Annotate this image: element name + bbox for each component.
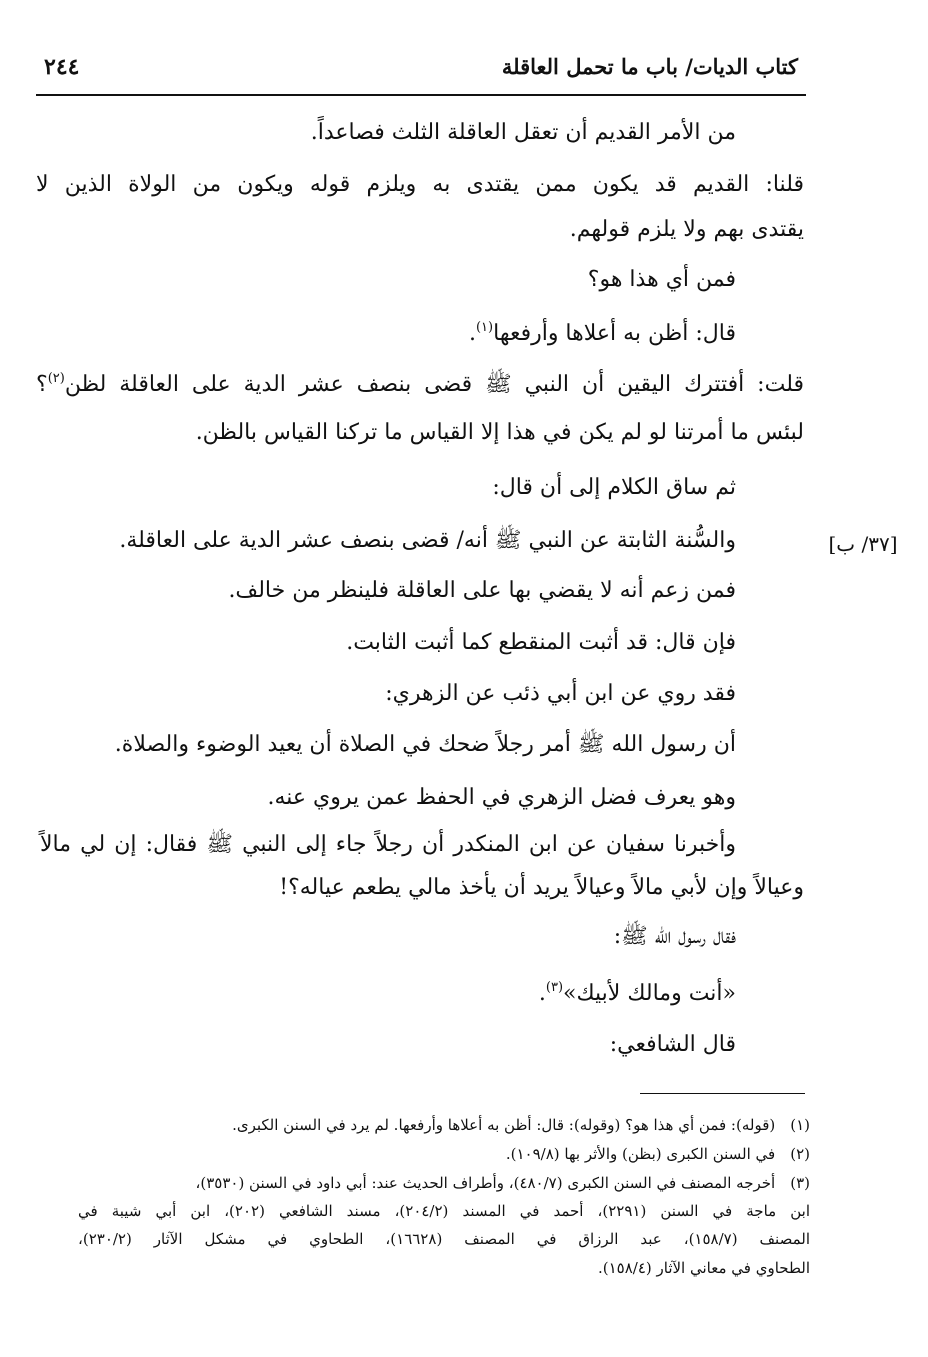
text-span: .: [538, 981, 546, 1006]
footnote-number: (٢): [790, 1145, 810, 1163]
text-line: يقتدى بهم ولا يلزم قولهم.: [569, 217, 804, 242]
footnote-text: (قوله): فمن أي هذا هو؟ (وقوله): قال: أظن به أعلاها وأرفعها. لم يرد في السنن الكبرى.: [232, 1116, 776, 1134]
text-span: «أنت ومالك لأبيك»: [563, 981, 736, 1006]
text-line: فقد روي عن ابن أبي ذئب عن الزهري:: [385, 681, 736, 706]
text-line: [116, 313, 736, 346]
footnote-ref: (٣): [545, 980, 564, 995]
footnote-number: (٣): [790, 1174, 810, 1192]
footnote-number: (١): [790, 1116, 810, 1134]
text-span: ؟: [36, 372, 48, 397]
text-line: قال الشافعي:: [609, 1032, 736, 1057]
text-span: قلت: أفتترك اليقين أن النبي ﷺ قضى بنصف عشر الدية على العاقلة لظن: [64, 372, 804, 397]
page-number: ٢٤٤: [44, 54, 80, 80]
text-line: [36, 364, 804, 397]
footnote-ref: (٢): [47, 371, 65, 386]
text-line: من الأمر القديم أن تعقل العاقلة الثلث فصاعداً.: [310, 120, 736, 145]
footnote-3-line: ابن ماجة في السنن (٢٢٩١)، أحمد في المسند (٢٠٤/٢)، مسند الشافعي (٢٠٢)، ابن أبي شيبة في: [78, 1202, 810, 1220]
text-line: [116, 973, 736, 1006]
footnote-3-line: المصنف (١٥٨/٧)، عبد الرزاق في المصنف (١٦٦٢٨)، الطحاوي في مشكل الآثار (٢٣٠/٢)،: [78, 1230, 811, 1248]
text-line: وهو يعرف فضل الزهري في الحفظ عمن يروي عنه.: [267, 785, 736, 810]
chapter-title: كتاب الديات/ باب ما تحمل العاقلة: [501, 54, 798, 79]
footnote-ref: (١): [475, 320, 494, 335]
footnote-2: [50, 1143, 810, 1165]
text-line: فمن أي هذا هو؟: [587, 267, 736, 292]
text-line: لبئس ما أمرتنا لو لم يكن في هذا إلا القياس ما تركنا القياس بالظن.: [195, 420, 804, 445]
running-header: [36, 52, 806, 92]
text-line: قلنا: القديم قد يكون ممن يقتدى به ويلزم قوله ويكون من الولاة الذين لا: [36, 172, 804, 197]
text-line: والسُّنة الثابتة عن النبي ﷺ أنه/ قضى بنصف عشر الدية على العاقلة.: [119, 528, 736, 553]
text-span: قال: أظن به أعلاها وأرفعها: [493, 321, 736, 346]
footnote-text: في السنن الكبرى (بظن) والأثر بها (١٠٩/٨).: [505, 1145, 776, 1163]
text-line: أن رسول الله ﷺ أمر رجلاً ضحك في الصلاة أن يعيد الوضوء والصلاة.: [114, 732, 736, 757]
footnote-1: [50, 1114, 810, 1136]
margin-folio-note: [٣٧/ ب]: [828, 532, 898, 556]
text-line: فقال رسول الله ﷺ:: [613, 924, 736, 949]
footnote-3-line: الطحاوي في معاني الآثار (١٥٨/٤).: [597, 1259, 810, 1277]
text-line: فإن قال: قد أثبت المنقطع كما أثبت الثابت.: [346, 630, 736, 655]
footnote-text: أخرجه المصنف في السنن الكبرى (٤٨٠/٧)، وأطراف الحديث عند: أبي داود في السنن (٣٥٣٠)،: [195, 1174, 776, 1192]
text-line: وعيالاً وإن لأبي مالاً وعيالاً يريد أن يأخذ مالي يطعم عياله؟!: [279, 875, 804, 900]
text-line: وأخبرنا سفيان عن ابن المنكدر أن رجلاً جاء إلى النبي ﷺ فقال: إن لي مالاً: [40, 832, 736, 857]
footnote-3: [50, 1172, 810, 1194]
text-span: .: [468, 321, 476, 346]
footnote-rule: [640, 1093, 805, 1094]
text-line: ثم ساق الكلام إلى أن قال:: [492, 475, 736, 500]
header-rule: [36, 94, 806, 96]
text-line: فمن زعم أنه لا يقضي بها على العاقلة فلينظر من خالف.: [228, 578, 736, 603]
